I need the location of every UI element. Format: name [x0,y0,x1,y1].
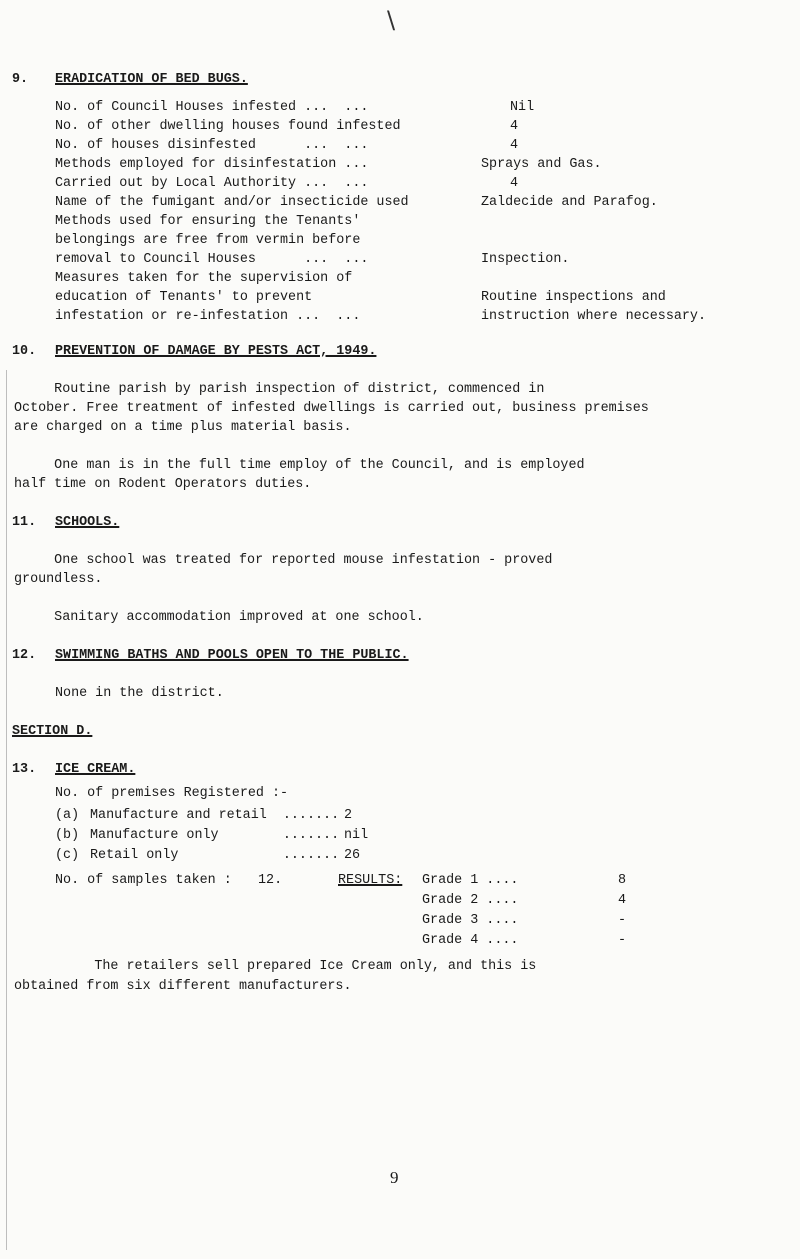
closing-line: The retailers sell prepared Ice Cream only, and this is [14,959,537,974]
measures-label-line: Measures taken for the supervision of [55,271,353,286]
measures-value-line: instruction where necessary. [481,309,706,324]
grade-label: Grade 2 .... [422,893,519,908]
row-value: 4 [510,138,519,153]
closing-line: obtained from six different manufacturers. [14,979,352,994]
grade-label: Grade 4 .... [422,933,519,948]
row-label: No. of other dwelling houses found infested [55,119,401,134]
methods-label-line: Methods used for ensuring the Tenants' [55,214,361,229]
row-label: Name of the fumigant and/or insecticide used [55,195,409,210]
row-value: Sprays and Gas. [481,157,602,172]
paragraph-line: are charged on a time plus material basis. [14,420,352,435]
methods-label-line: removal to Council Houses ... ... [55,252,369,267]
row-label: No. of Council Houses infested ... ... [55,100,369,115]
grade-value: 4 [618,893,627,908]
section-10-heading: PREVENTION OF DAMAGE BY PESTS ACT, 1949. [55,344,377,359]
premises-key: (b) [55,828,80,843]
paragraph-line: groundless. [14,572,103,587]
corner-mark: \ [387,6,396,34]
page-number: 9 [390,1168,399,1187]
results-label: RESULTS: [338,873,403,888]
section-d-heading: SECTION D. [12,724,93,739]
methods-label-line: belongings are free from vermin before [55,233,361,248]
premises-label: Manufacture and retail ....... [90,808,340,823]
methods-value: Inspection. [481,252,570,267]
measures-value-line: Routine inspections and [481,290,666,305]
premises-value: 26 [344,848,361,863]
grade-value: 8 [618,873,627,888]
row-value: Zaldecide and Parafog. [481,195,658,210]
measures-label-line: infestation or re-infestation ... ... [55,309,361,324]
grade-value: - [618,933,627,948]
premises-key: (a) [55,808,80,823]
section-11-heading: SCHOOLS. [55,515,120,530]
row-label: No. of houses disinfested ... ... [55,138,369,153]
margin-line [6,370,7,1250]
row-label: Carried out by Local Authority ... ... [55,176,369,191]
premises-value: 2 [344,808,353,823]
section-13-number: 13. [12,762,37,777]
section-11-number: 11. [12,515,37,530]
paragraph-line: October. Free treatment of infested dwellings is carried out, business premises [14,401,649,416]
section-13-heading: ICE CREAM. [55,762,136,777]
grade-label: Grade 1 .... [422,873,519,888]
premises-value: nil [344,828,369,843]
row-value: Nil [510,100,535,115]
samples-label: No. of samples taken : [55,873,232,888]
premises-label: Retail only ....... [90,848,340,863]
premises-label: Manufacture only ....... [90,828,340,843]
paragraph-line: One man is in the full time employ of the Council, and is employed [14,458,585,473]
premises-label: No. of premises Registered :- [55,786,289,801]
grade-label: Grade 3 .... [422,913,519,928]
premises-key: (c) [55,848,80,863]
row-label: Methods employed for disinfestation ... [55,157,369,172]
row-value: 4 [510,119,519,134]
paragraph-line: half time on Rodent Operators duties. [14,477,312,492]
section-12-heading: SWIMMING BATHS AND POOLS OPEN TO THE PUBLIC. [55,648,409,663]
section-9-number: 9. [12,72,29,87]
grade-value: - [618,913,627,928]
samples-value: 12. [258,873,283,888]
paragraph-line: Routine parish by parish inspection of district, commenced in [14,382,545,397]
row-value: 4 [510,176,519,191]
measures-label-line: education of Tenants' to prevent [55,290,313,305]
section-12-text: None in the district. [55,686,224,701]
paragraph-line: Sanitary accommodation improved at one school. [14,610,424,625]
section-12-number: 12. [12,648,37,663]
section-9-heading: ERADICATION OF BED BUGS. [55,72,248,87]
paragraph-line: One school was treated for reported mouse infestation - proved [14,553,553,568]
section-10-number: 10. [12,344,37,359]
